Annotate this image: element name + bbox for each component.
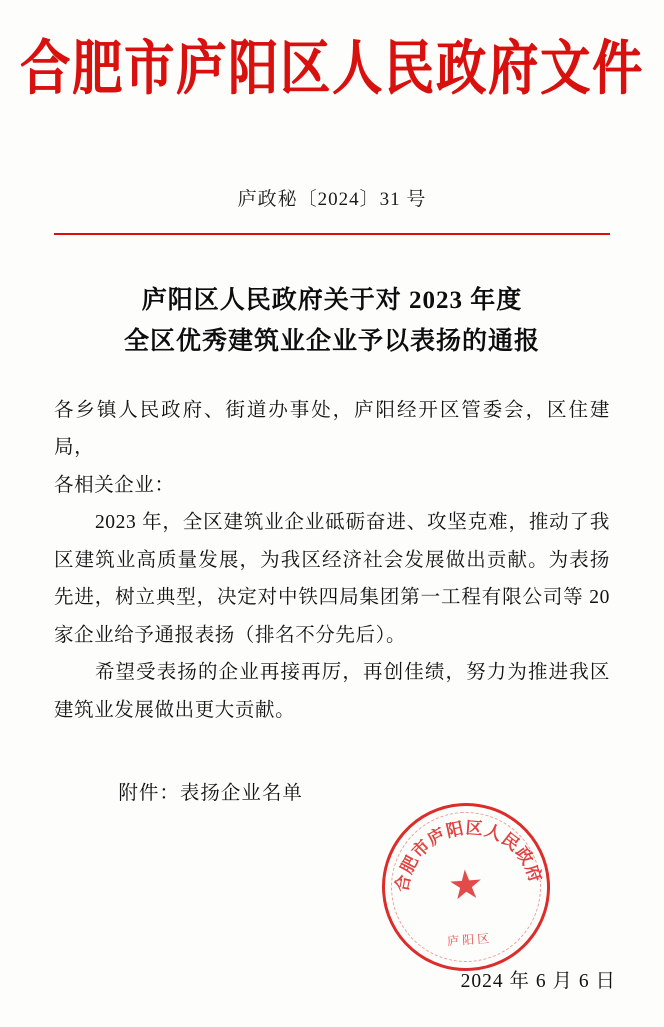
masthead-title: 合肥市庐阳区人民政府文件 — [20, 32, 644, 103]
body-paragraph-1: 2023 年，全区建筑业企业砥砺奋进、攻坚克难，推动了我区建筑业高质量发展，为我区经济社会发展做出贡献。为表扬先进，树立典型，决定对中铁四局集团第一工程有限公司等 20 家企业给予通报表扬（排名不分先后）。 — [54, 512, 610, 646]
salutation-line-1: 各乡镇人民政府、街道办事处，庐阳经开区管委会，区住建局， — [54, 400, 610, 459]
document-header — [0, 0, 664, 103]
document-date: 2024 年 6 月 6 日 — [460, 971, 616, 992]
seal-bottom-text: 庐阳区 — [446, 931, 493, 949]
signature-area — [324, 803, 624, 993]
document-number: 庐政秘〔2024〕31 号 — [237, 188, 427, 210]
salutation-line-2: 各相关企业： — [54, 474, 175, 496]
page-title-line-1: 庐阳区人民政府关于对 2023 年度 — [141, 287, 523, 314]
page-title-line-2: 全区优秀建筑业企业予以表扬的通报 — [123, 327, 540, 355]
body-paragraph-2: 希望受表扬的企业再接再厉，再创佳绩，努力为推进我区建筑业发展做出更大贡献。 — [54, 662, 610, 721]
attachment-note: 附件：表扬企业名单 — [118, 782, 303, 804]
seal-arc-text-path: 合肥市庐阳区人民政府 — [392, 818, 546, 894]
document-body — [54, 392, 610, 812]
page-title — [0, 281, 664, 362]
red-divider-rule — [54, 233, 610, 236]
official-seal — [376, 797, 555, 976]
star-icon: ★ — [446, 861, 486, 909]
